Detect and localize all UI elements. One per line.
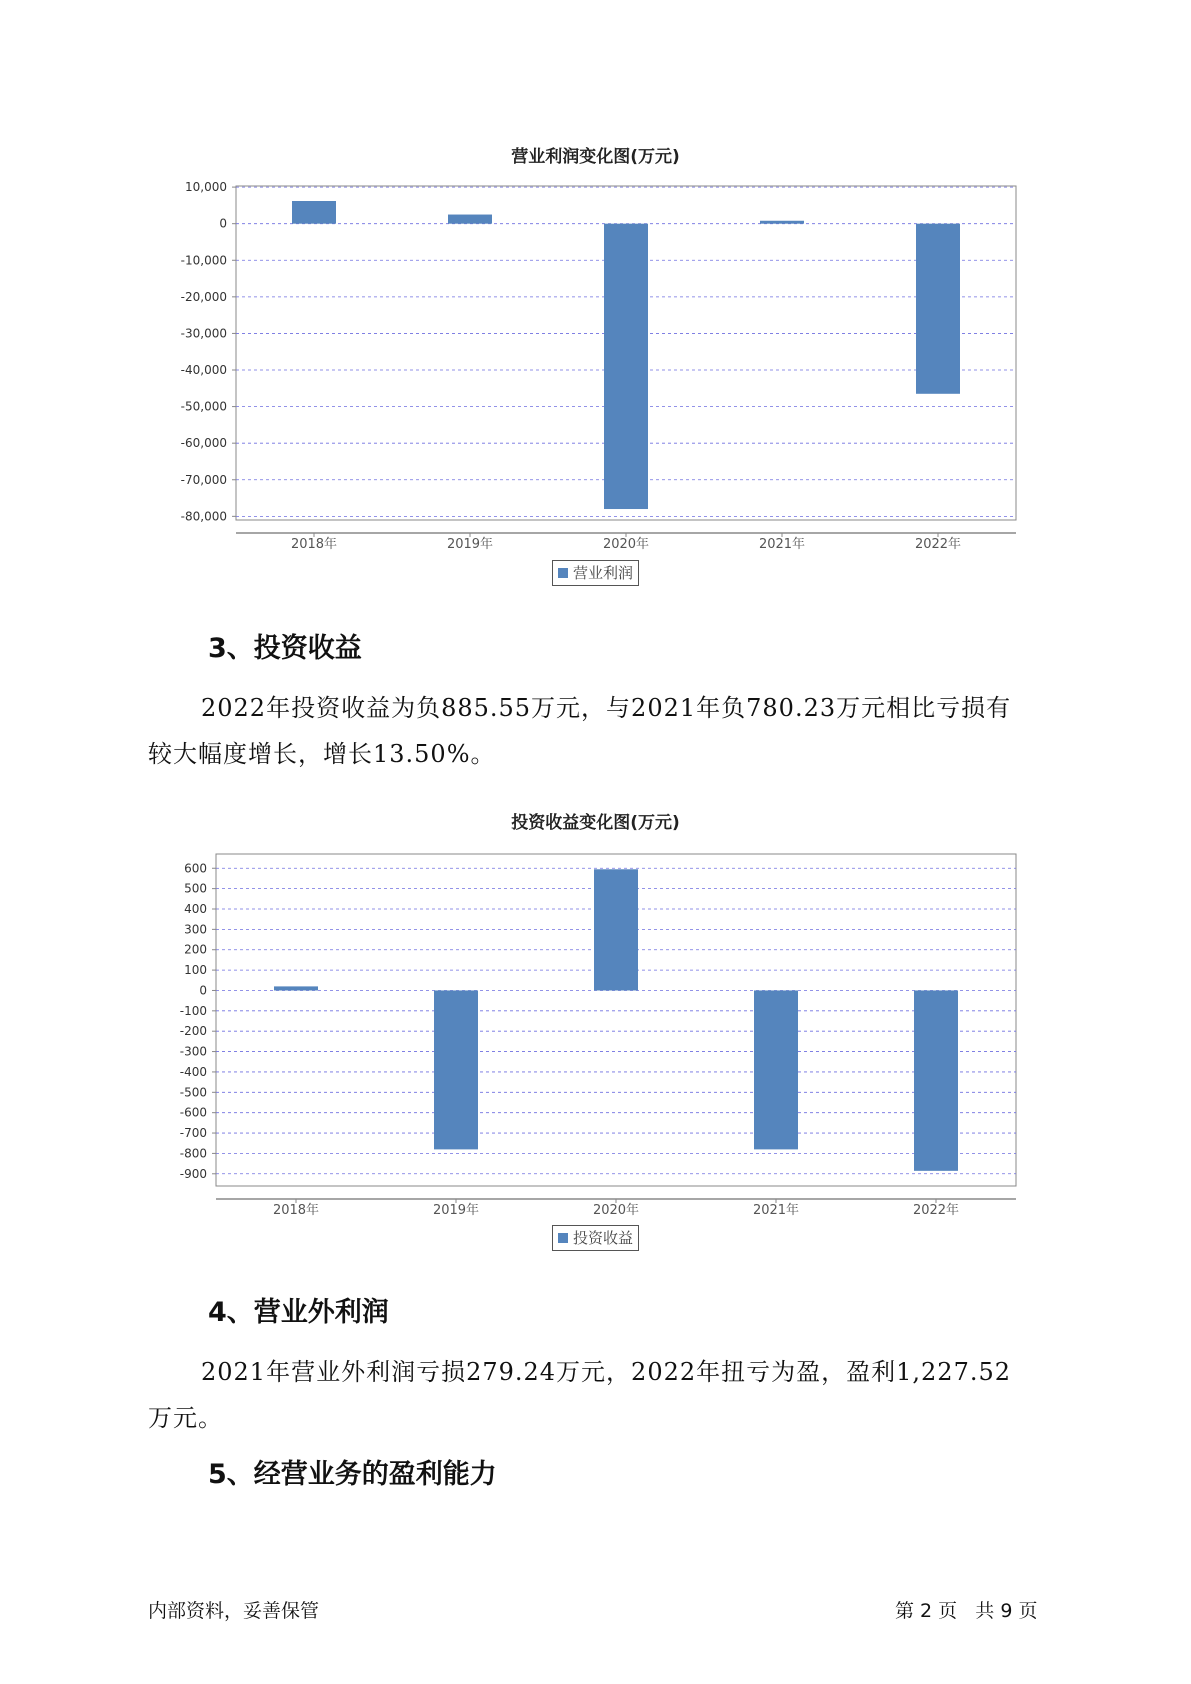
- y-tick-label: -900: [179, 1166, 207, 1181]
- paragraph-non-operating-profit: [148, 1349, 1053, 1441]
- bar: [434, 990, 478, 1149]
- chart-legend-investment-income: [552, 1225, 639, 1251]
- x-tick-label: 2018年: [290, 537, 338, 552]
- y-tick-label: 500: [184, 881, 207, 896]
- x-tick-label: 2020年: [602, 537, 650, 552]
- bar: [274, 986, 318, 990]
- y-tick-label: -10,000: [180, 253, 227, 268]
- x-tick-label: 2019年: [432, 1203, 480, 1218]
- legend-label: 投资收益: [573, 1229, 634, 1247]
- y-tick-label: 400: [184, 901, 207, 916]
- paragraph-line: 2022年投资收益为负885.55万元，与2021年负780.23万元相比亏损有: [201, 694, 1012, 722]
- y-tick-label: -600: [179, 1105, 207, 1120]
- y-tick-label: -300: [179, 1044, 207, 1059]
- y-tick-label: -60,000: [180, 436, 227, 451]
- chart-title-investment-income: 投资收益变化图(万元): [511, 813, 680, 833]
- section-heading-non-operating-profit: 4、营业外利润: [208, 1297, 389, 1328]
- y-tick-label: -700: [179, 1126, 207, 1141]
- y-tick-label: 300: [184, 922, 207, 937]
- x-tick-label: 2022年: [914, 537, 962, 552]
- section-heading-business-profitability: 5、经营业务的盈利能力: [208, 1459, 497, 1490]
- legend-label: 营业利润: [573, 564, 634, 582]
- bar: [594, 869, 638, 990]
- y-tick-label: -200: [179, 1024, 207, 1039]
- y-tick-label: 0: [199, 983, 207, 998]
- y-tick-label: -20,000: [180, 289, 227, 304]
- footer-confidential-note: 内部资料，妥善保管: [148, 1600, 320, 1622]
- y-tick-label: -400: [179, 1064, 207, 1079]
- x-tick-label: 2022年: [912, 1203, 960, 1218]
- y-tick-label: -30,000: [180, 326, 227, 341]
- legend-swatch: [558, 1233, 568, 1243]
- paragraph-line: 万元。: [148, 1404, 223, 1432]
- x-tick-label: 2021年: [758, 537, 806, 552]
- y-tick-label: 600: [184, 861, 207, 876]
- paragraph-line: 较大幅度增长，增长13.50%。: [148, 740, 496, 768]
- bar: [754, 990, 798, 1149]
- paragraph-line: 2021年营业外利润亏损279.24万元，2022年扭亏为盈，盈利1,227.52: [201, 1358, 1012, 1386]
- bar: [914, 990, 958, 1170]
- y-tick-label: 200: [184, 942, 207, 957]
- y-tick-label: -800: [179, 1146, 207, 1161]
- footer-page-number: 第 2 页 共 9 页: [895, 1600, 1038, 1622]
- y-tick-label: -50,000: [180, 399, 227, 414]
- x-tick-label: 2018年: [272, 1203, 320, 1218]
- y-tick-label: -500: [179, 1085, 207, 1100]
- chart-title-operating-profit: 营业利润变化图(万元): [511, 147, 680, 167]
- y-tick-label: 100: [184, 963, 207, 978]
- y-tick-label: -100: [179, 1003, 207, 1018]
- y-tick-label: 10,000: [185, 180, 227, 195]
- y-tick-label: 0: [219, 216, 227, 231]
- x-tick-label: 2021年: [752, 1203, 800, 1218]
- y-tick-label: -80,000: [180, 509, 227, 524]
- y-tick-label: -70,000: [180, 472, 227, 487]
- x-tick-label: 2019年: [446, 537, 494, 552]
- y-tick-label: -40,000: [180, 363, 227, 378]
- x-tick-label: 2020年: [592, 1203, 640, 1218]
- section-heading-investment-income: 3、投资收益: [208, 633, 362, 664]
